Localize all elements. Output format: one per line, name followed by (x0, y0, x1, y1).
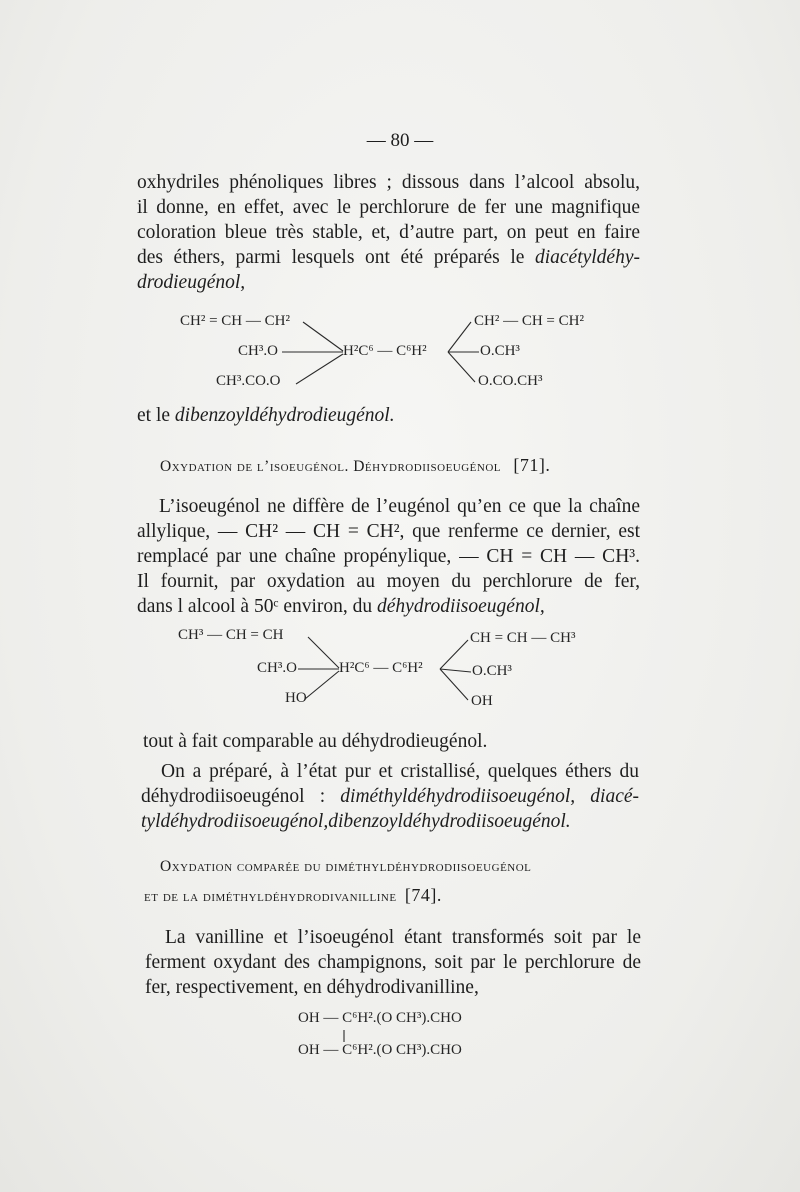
text-fragment: dans l alcool à 50ᶜ environ, du (137, 596, 378, 617)
text-fragment: et le (137, 405, 175, 426)
formula-left-mid: CH³.O (238, 343, 278, 359)
formula-right-mid: O.CH³ (472, 663, 512, 679)
compound-name: diacétyldéhy- (534, 247, 640, 268)
text-line: L’isoeugénol ne diffère de l’eugénol qu’en ce que la chaîne (159, 496, 640, 517)
text-line: il donne, en effet, avec le perchlorure de fer une magnifique (137, 197, 640, 218)
page-number: — 80 — (366, 130, 434, 151)
formula-right-top: CH = CH — CH³ (470, 630, 576, 646)
heading-reference: [74]. (404, 885, 442, 905)
formula-line-1: OH — C⁶H².(O CH³).CHO (298, 1010, 462, 1026)
text-line: coloration bleue très stable, et, d’autre part, on peut en faire (137, 222, 640, 243)
text-fragment: déhydrodiisoeugénol : (141, 786, 341, 807)
bond-line (440, 669, 471, 672)
text-line: ferment oxydant des champignons, soit par le perchlorure de (145, 952, 641, 973)
text-line: fer, respectivement, en déhydrodivanilline, (145, 977, 479, 998)
formula-right-bot: O.CO.CH³ (478, 373, 543, 389)
bond-line (448, 352, 475, 382)
formula-line-2: OH — C⁶H².(O CH³).CHO (298, 1042, 462, 1058)
bond-line (440, 669, 468, 700)
formula-left-bot: CH³.CO.O (216, 373, 281, 389)
text-line: allylique, — CH² — CH = CH², que renferme ce dernier, est (137, 521, 640, 542)
bond-line (448, 322, 471, 352)
heading-text: et de la diméthyldéhydrodivanilline (144, 888, 397, 905)
compound-name: drodieugénol, (137, 272, 246, 293)
formula-left-top: CH² = CH — CH² (180, 313, 290, 329)
formula-center: H²C⁶ — C⁶H² (343, 343, 427, 359)
compound-name: déhydrodiisoeugénol, (377, 596, 545, 617)
text-line: oxhydriles phénoliques libres ; dissous dans l’alcool absolu, (137, 172, 640, 193)
bond-line (440, 640, 468, 669)
text-line: Il fournit, par oxydation au moyen du perchlorure de fer, (137, 571, 640, 592)
text-line: La vanilline et l’isoeugénol étant transformés soit par le (165, 927, 641, 948)
compound-name: diméthyldéhydrodiisoeugénol, diacé- (340, 786, 640, 807)
compound-name: dibenzoyldéhydrodieugénol. (174, 405, 395, 426)
formula-left-bot: HO (285, 690, 307, 706)
heading-text: Oxydation de l’isoeugénol. Déhydrodiisoeugénol (160, 458, 502, 475)
text-line: remplacé par une chaîne propénylique, — CH = CH — CH³. (137, 546, 640, 567)
section-heading-2-line-1: Oxydation comparée du diméthyldéhydrodiisoeugénol (160, 858, 532, 875)
compound-name: tyldéhydrodiisoeugénol, (141, 811, 329, 832)
text-fragment: des éthers, parmi lesquels ont été préparés le (137, 247, 535, 268)
formula-center: H²C⁶ — C⁶H² (339, 660, 423, 676)
bond-line (296, 354, 343, 384)
formula-right-bot: OH (471, 693, 493, 709)
heading-reference: [71]. (513, 455, 551, 475)
bond-line (305, 671, 339, 699)
text-line: On a préparé, à l’état pur et cristallisé, quelques éthers du (161, 761, 639, 782)
compound-name: dibenzoyldéhydrodiisoeugénol. (328, 811, 571, 832)
bond-line (308, 637, 339, 668)
formula-left-mid: CH³.O (257, 660, 297, 676)
bond-line (303, 322, 343, 351)
formula-right-top: CH² — CH = CH² (474, 313, 584, 329)
formula-right-mid: O.CH³ (480, 343, 520, 359)
formula-left-top: CH³ — CH = CH (178, 627, 284, 643)
paragraph-4: tout à fait comparable au déhydrodieugénol. (143, 731, 488, 752)
